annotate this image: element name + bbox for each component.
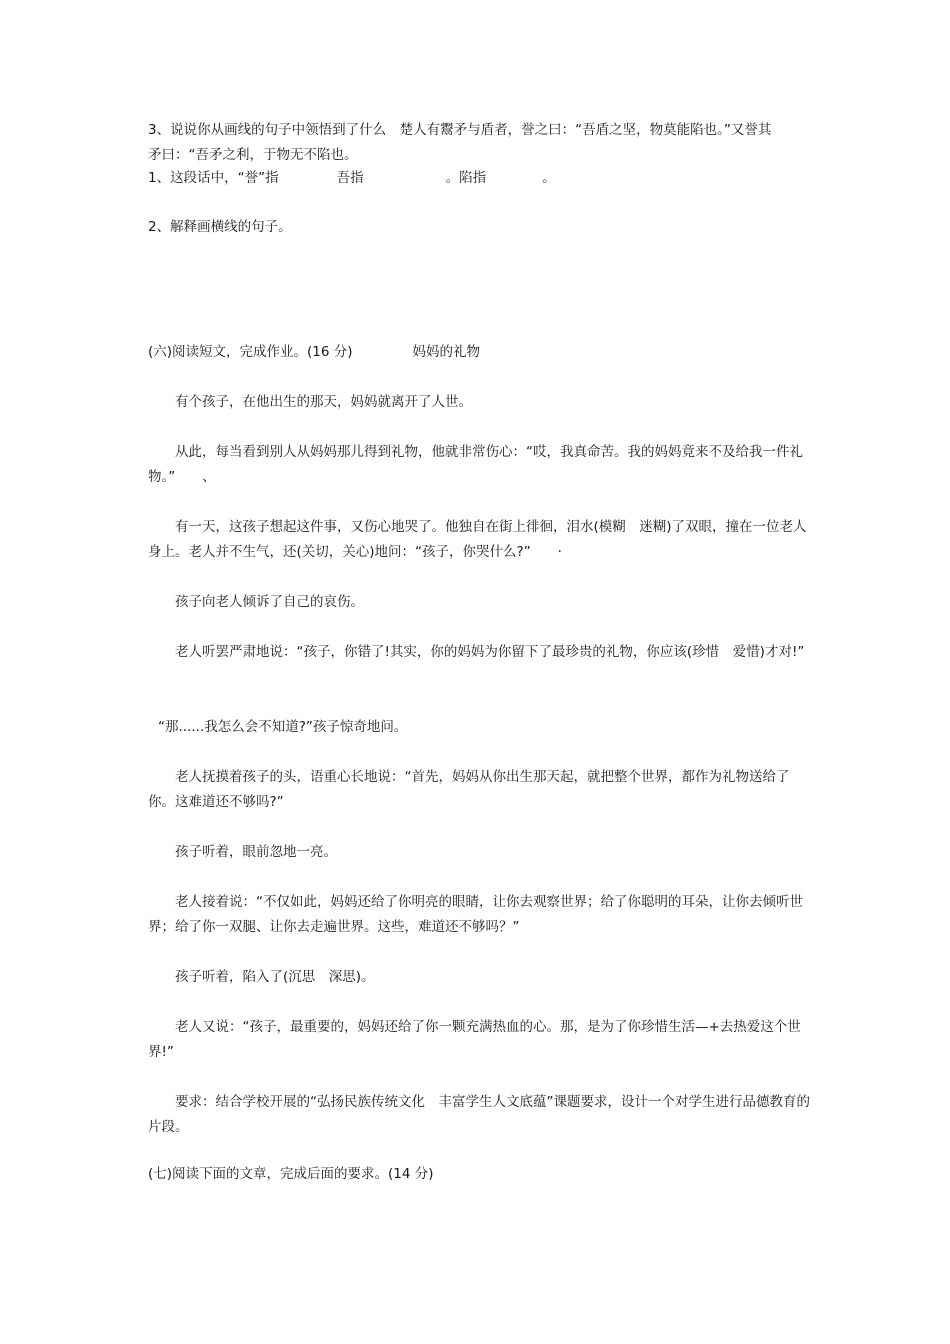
question-1-wu: 吾指: [336, 170, 364, 186]
story-paragraph-2: 从此，每当看到别人从妈妈那儿得到礼物，他就非常伤心：“哎，我真命苦。我的妈妈竟来不及给我一件礼物。” 、: [148, 444, 803, 485]
section-6-header: [148, 340, 810, 365]
question-2-line: 2、解释画横线的句子。: [148, 219, 292, 235]
story-title: 妈妈的礼物: [412, 344, 481, 360]
story-paragraph-10: 孩子听着，陷入了(沉思 深思)。: [175, 969, 375, 985]
question-1-line: [148, 166, 810, 191]
question-3-line-2: 矛曰：“吾矛之利，于物无不陷也。: [148, 147, 358, 163]
section-7-title: (七)阅读下面的文章，完成后面的要求。(14 分): [148, 1166, 434, 1182]
story-paragraph-9: 老人接着说：“不仅如此，妈妈还给了你明亮的眼睛，让你去观察世界；给了你聪明的耳朵，让你去倾听世界；给了你一双腿、让你去走遍世界。这些，难道还不够吗？”: [148, 894, 803, 935]
story-paragraph-5: 老人听罢严肃地说：“孩子，你错了!其实，你的妈妈为你留下了最珍贵的礼物，你应该(珍惜 爱惜)才对!”: [175, 644, 805, 660]
question-1-prefix: 1、这段话中，“誉”指: [148, 170, 279, 186]
requirement-paragraph: 要求：结合学校开展的“弘扬民族传统文化 丰富学生人文底蕴”课题要求，设计一个对学生进行品德教育的片段。: [148, 1094, 810, 1135]
story-paragraph-6: “那......我怎么会不知道?”孩子惊奇地问。: [158, 719, 408, 735]
story-paragraph-7: 老人抚摸着孩子的头，语重心长地说：“首先，妈妈从你出生那天起，就把整个世界，都作为礼物送给了你。这难道还不够吗?”: [148, 769, 790, 810]
question-1-xian: 。陷指: [445, 170, 487, 186]
story-paragraph-3: 有一天，这孩子想起这件事，又伤心地哭了。他独自在街上徘徊，泪水(模糊 迷糊)了双眼，撞在一位老人身上。老人并不生气，还(关切，关心)地问：“孩子，你哭什么?” ·: [148, 519, 807, 560]
story-paragraph-8: 孩子听着，眼前忽地一亮。: [175, 844, 337, 860]
story-paragraph-4: 孩子向老人倾诉了自己的哀伤。: [175, 594, 364, 610]
story-paragraph-11: 老人又说：“孩子，最重要的，妈妈还给了你一颗充满热血的心。那，是为了你珍惜生活—+去热爱这个世界!”: [148, 1019, 801, 1060]
story-paragraph-1: 有个孩子，在他出生的那天，妈妈就离开了人世。: [175, 394, 472, 410]
section-6-title: (六)阅读短文，完成作业。(16 分): [148, 344, 353, 360]
question-1-end: 。: [542, 170, 556, 186]
question-3-line-1: 3、说说你从画线的句子中领悟到了什么 楚人有鬻矛与盾者，誉之曰：“吾盾之坚，物莫能陷也。”又誉其: [148, 122, 772, 138]
